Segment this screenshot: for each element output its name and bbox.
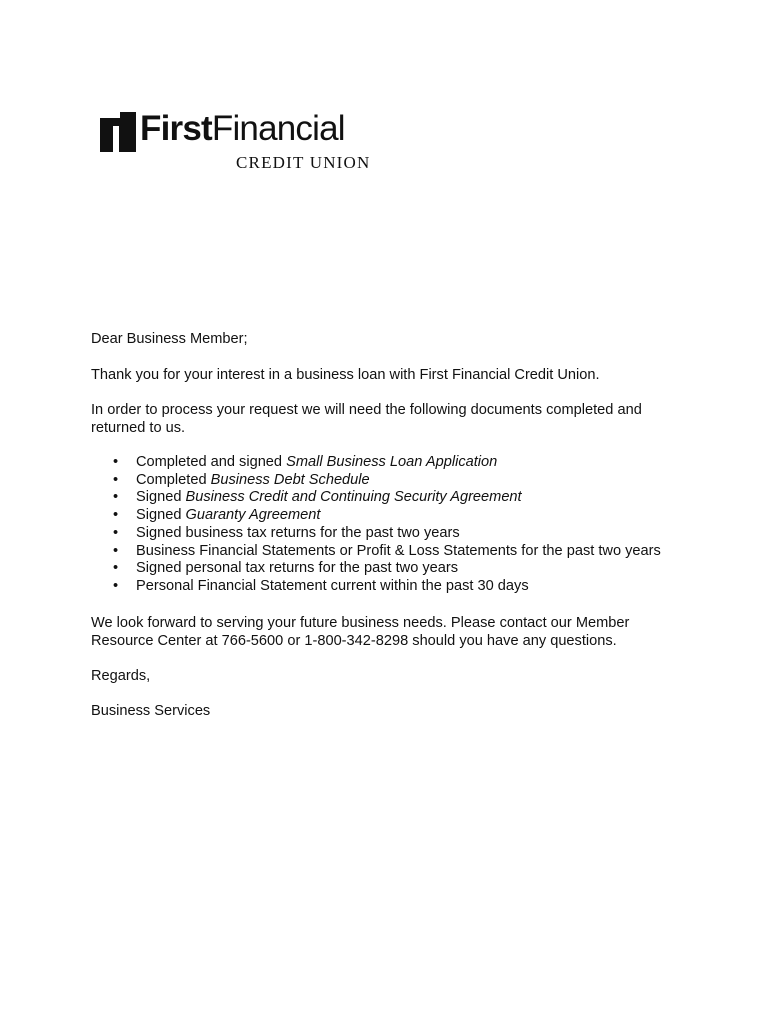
bullet-icon: • [113, 471, 119, 488]
bullet-icon: • [113, 454, 119, 470]
list-item [91, 507, 691, 525]
request-paragraph: In order to process your request we will need the following documents completed and returned to us. [91, 402, 642, 436]
bullet-icon: • [113, 524, 119, 541]
valediction: Regards, [91, 667, 151, 684]
list-item-text: Signed personal tax returns for the past two years [136, 560, 459, 577]
intro-paragraph: Thank you for your interest in a business loan with First Financial Credit Union. [91, 367, 600, 383]
required-documents-list [91, 454, 691, 596]
logo-wordmark-first: First [140, 109, 212, 148]
greeting: Dear Business Member; [91, 331, 248, 347]
first-financial-logo [100, 110, 390, 180]
list-item [91, 578, 691, 596]
bullet-icon: • [113, 489, 119, 506]
logo-wordmark [140, 106, 345, 152]
list-item-text: Signed business tax returns for the past two years [136, 524, 460, 541]
list-item-text: Business Financial Statements or Profit & Loss Statements for the past two years [136, 542, 661, 559]
bullet-icon: • [113, 577, 119, 594]
list-item [91, 525, 691, 543]
bullet-icon: • [113, 542, 119, 559]
document-title: Guaranty Agreement [185, 507, 321, 524]
logo-wordmark-financial: Financial [211, 109, 345, 148]
list-item [91, 472, 691, 490]
list-item [91, 454, 691, 472]
bullet-icon: • [113, 560, 119, 577]
letter-body [91, 330, 691, 737]
document-title: Small Business Loan Application [286, 454, 498, 470]
list-item-text: Signed [136, 489, 186, 506]
signature: Business Services [91, 702, 211, 719]
list-item-text: Signed [136, 507, 186, 524]
bullet-icon: • [113, 507, 119, 524]
list-item-text: Completed and signed [136, 454, 287, 470]
logo-subtitle: CREDIT UNION [236, 153, 371, 172]
list-item [91, 489, 691, 507]
list-item [91, 560, 691, 578]
list-item-text: Completed [136, 471, 211, 488]
logo-mark-icon [100, 112, 136, 152]
closing-paragraph: We look forward to serving your future business needs. Please contact our Member Resource Center at 766-5600 or 1-800-342-8298 should you have any questions. [91, 614, 630, 649]
list-item-text: Personal Financial Statement current within the past 30 days [136, 577, 529, 594]
document-title: Business Credit and Continuing Security Agreement [185, 489, 522, 506]
list-item [91, 543, 691, 561]
document-title: Business Debt Schedule [210, 471, 370, 488]
